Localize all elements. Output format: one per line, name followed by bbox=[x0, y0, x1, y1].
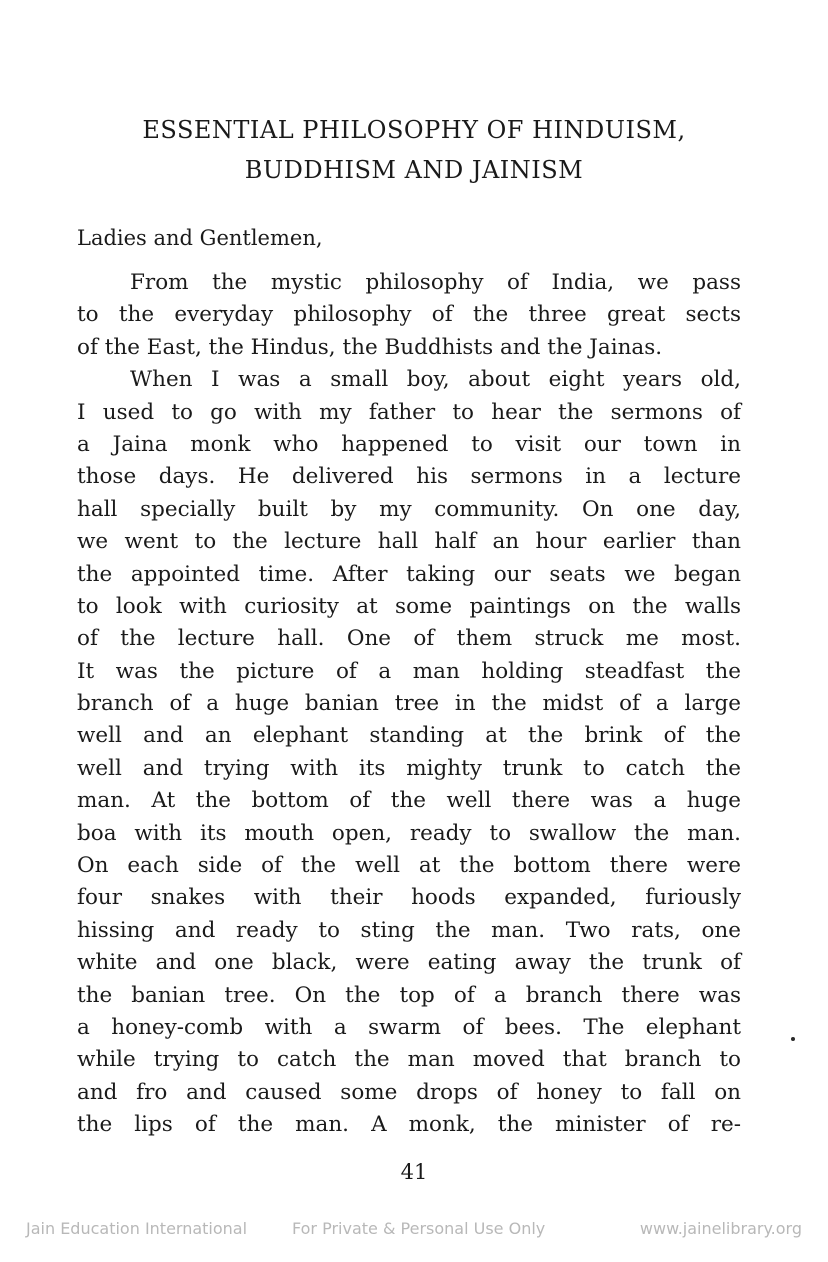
text-line: a Jaina monk who happened to visit our town in bbox=[77, 431, 741, 457]
footer-publisher: Jain Education International bbox=[26, 1219, 248, 1238]
text-line: From the mystic philosophy of India, we pass bbox=[130, 270, 741, 295]
text-line: and fro and caused some drops of honey to fall on bbox=[77, 1079, 741, 1105]
text-line: to look with curiosity at some paintings on the walls bbox=[77, 593, 741, 619]
footer-website-link[interactable]: www.jainelibrary.org bbox=[639, 1219, 802, 1238]
text-line: When I was a small boy, about eight years old, bbox=[130, 367, 741, 393]
salutation: Ladies and Gentlemen, bbox=[77, 226, 323, 250]
text-line: of the East, the Hindus, the Buddhists and the Jainas. bbox=[77, 334, 663, 360]
text-line: the appointed time. After taking our seats we began bbox=[77, 561, 741, 587]
text-line: well and an elephant standing at the brink of the bbox=[77, 723, 741, 749]
scan-speck bbox=[791, 1037, 795, 1041]
text-line: those days. He delivered his sermons in a lecture bbox=[77, 464, 741, 490]
text-line: four snakes with their hoods expanded, furiously bbox=[77, 885, 741, 911]
footer bbox=[0, 1218, 828, 1240]
text-line: a honey-comb with a swarm of bees. The elephant bbox=[77, 1014, 741, 1040]
chapter-title-line-1: ESSENTIAL PHILOSOPHY OF HINDUISM, bbox=[142, 116, 686, 144]
text-line: man. At the bottom of the well there was a huge bbox=[77, 788, 741, 814]
text-line: while trying to catch the man moved that branch to bbox=[77, 1047, 741, 1073]
text-line: well and trying with its mighty trunk to catch the bbox=[77, 755, 741, 781]
text-line: to the everyday philosophy of the three great sects bbox=[77, 302, 741, 328]
footer-usage-note: For Private & Personal Use Only bbox=[292, 1219, 546, 1238]
text-line: the lips of the man. A monk, the minister of re- bbox=[77, 1112, 741, 1138]
text-line: hall specially built by my community. On one day, bbox=[77, 496, 741, 522]
text-line: branch of a huge banian tree in the midst of a large bbox=[77, 691, 741, 717]
text-line: I used to go with my father to hear the sermons of bbox=[77, 399, 741, 425]
chapter-title-line-2: BUDDHISM AND JAINISM bbox=[244, 156, 584, 184]
text-line: It was the picture of a man holding steadfast the bbox=[77, 658, 741, 684]
text-line: of the lecture hall. One of them struck me most. bbox=[77, 626, 741, 652]
page-number: 41 bbox=[400, 1160, 428, 1184]
text-line: On each side of the well at the bottom there were bbox=[77, 853, 741, 879]
text-line: we went to the lecture hall half an hour earlier than bbox=[77, 529, 741, 555]
text-line: the banian tree. On the top of a branch there was bbox=[77, 982, 741, 1008]
text-line: white and one black, were eating away the trunk of bbox=[77, 950, 741, 976]
body-text bbox=[77, 267, 741, 1142]
text-line: boa with its mouth open, ready to swallow the man. bbox=[77, 820, 741, 846]
text-line: hissing and ready to sting the man. Two rats, one bbox=[77, 917, 741, 943]
